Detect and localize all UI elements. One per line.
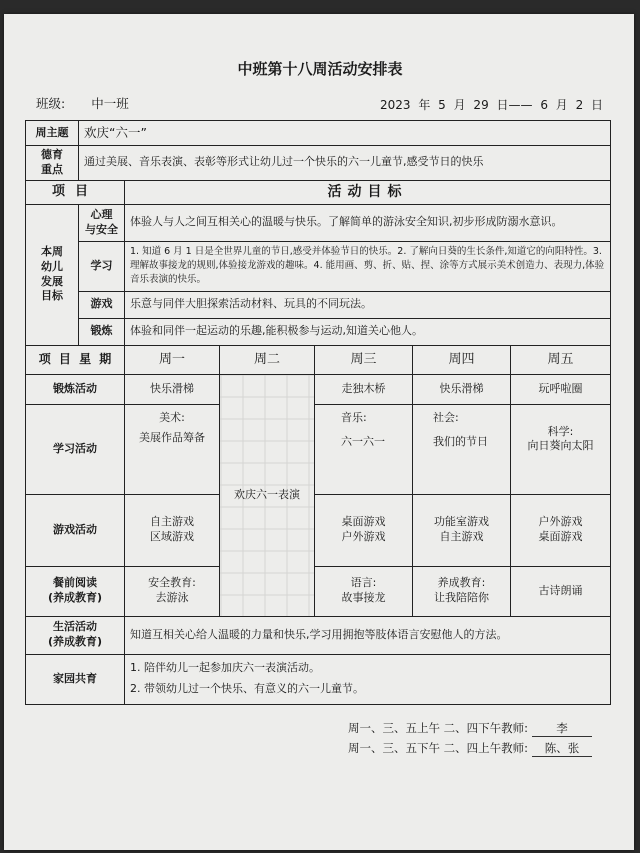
activity-exercise-mon: 快乐滑梯 [125,374,220,404]
goal-row-study [26,241,611,291]
weekday-tue: 周二 [220,345,315,374]
home-item: 2. 带领幼儿过一个快乐、有意义的六一儿童节。 [130,682,364,696]
goal-exercise-text: 体验和同伴一起运动的乐趣,能积极参与运动,知道关心他人。 [125,318,611,345]
class-label: 班级: [36,96,66,111]
item-header: 项目 [26,180,125,204]
goal-row-psych [26,204,611,241]
goal-header-row [26,180,611,204]
activity-game-fri: 户外游戏 桌面游戏 [511,494,611,566]
activity-study-label: 学习活动 [26,404,125,494]
teacher-line-1: 周一、三、五上午 二、四下午教师: 李 [348,720,592,737]
weekday-wed: 周三 [315,345,413,374]
life-text: 知道互相关心给人温暖的力量和快乐,学习用拥抱等肢体语言安慰他人的方法。 [125,616,611,654]
activity-game-mon: 自主游戏 区域游戏 [125,494,220,566]
goal-study-text: 1. 知道 6 月 1 日是全世界儿童的节日,感受并体验节日的快乐。2. 了解向日葵的生长条件,知道它的向阳特性。3. 理解故事接龙的规则,体验接龙游戏的趣味。4. 能用画、剪、折、贴、捏、涂等方式展示美术创造力、表现力,体验音乐表演的快乐。 [125,241,611,291]
class-line [36,94,155,112]
moral-row [26,146,611,181]
activity-reading-label: 餐前阅读 (养成教育) [26,566,125,616]
class-value: 中一班 [91,96,129,111]
weekday-fri: 周五 [511,345,611,374]
activity-row-reading [26,566,611,616]
tuesday-merged-cell: 欢庆六一表演 [220,374,315,616]
activity-study-fri: 科学: 向日葵向太阳 [511,404,611,494]
teacher-name-1: 李 [532,720,592,737]
activity-reading-thu: 养成教育: 让我陪陪你 [413,566,511,616]
life-row [26,616,611,654]
activity-exercise-wed: 走独木桥 [315,374,413,404]
goal-row-game [26,291,611,318]
activity-study-wed: 音乐: 六一六一 [315,404,413,494]
activity-game-wed: 桌面游戏 户外游戏 [315,494,413,566]
goal-row-exercise [26,318,611,345]
goal-game-text: 乐意与同伴大胆探索活动材料、玩具的不同玩法。 [125,291,611,318]
activity-reading-wed: 语言: 故事接龙 [315,566,413,616]
activity-row-study [26,404,611,494]
activity-game-label: 游戏活动 [26,494,125,566]
goal-header: 活动目标 [125,180,611,204]
date-range: 2023 年 5 月 29 日—— 6 月 2 日 [380,98,604,112]
weekday-header-row [26,345,611,374]
theme-label: 周主题 [26,121,79,146]
weekday-thu: 周四 [413,345,511,374]
activity-reading-mon: 安全教育: 去游泳 [125,566,220,616]
home-row [26,654,611,704]
home-item: 1. 陪伴幼儿一起参加庆六一表演活动。 [130,661,320,675]
life-label: 生活活动 (养成教育) [26,616,125,654]
item-weekday-header: 项 目 星 期 [26,345,125,374]
activity-exercise-thu: 快乐滑梯 [413,374,511,404]
activity-study-mon: 美术: 美展作品筹备 [125,404,220,494]
weekday-mon: 周一 [125,345,220,374]
activity-exercise-fri: 玩呼啦圈 [511,374,611,404]
goal-psych-label: 心理 与安全 [79,204,125,241]
activity-row-game [26,494,611,566]
moral-label: 德育 重点 [26,146,79,181]
home-items [125,654,611,704]
theme-row [26,121,611,146]
goal-exercise-label: 锻炼 [79,318,125,345]
activity-exercise-label: 锻炼活动 [26,374,125,404]
theme-value: 欢庆“六一” [79,121,611,146]
goal-game-label: 游戏 [79,291,125,318]
schedule-table [25,120,611,705]
home-label: 家园共育 [26,654,125,704]
teacher-line-2: 周一、三、五下午 二、四上午教师: 陈、张 [348,740,592,757]
activity-reading-fri: 古诗朗诵 [511,566,611,616]
moral-value: 通过美展、音乐表演、表彰等形式让幼儿过一个快乐的六一儿童节,感受节日的快乐 [79,146,611,181]
teacher-name-2: 陈、张 [532,740,592,757]
goal-psych-text: 体验人与人之间互相关心的温暖与快乐。了解简单的游泳安全知识,初步形成防溺水意识。 [125,204,611,241]
activity-study-thu: 社会: 我们的节日 [413,404,511,494]
goal-study-label: 学习 [79,241,125,291]
activity-game-thu: 功能室游戏 自主游戏 [413,494,511,566]
document-title: 中班第十八周活动安排表 [237,60,403,78]
activity-row-exercise [26,374,611,404]
weekly-goals-label: 本周 幼儿 发展 目标 [26,204,79,345]
